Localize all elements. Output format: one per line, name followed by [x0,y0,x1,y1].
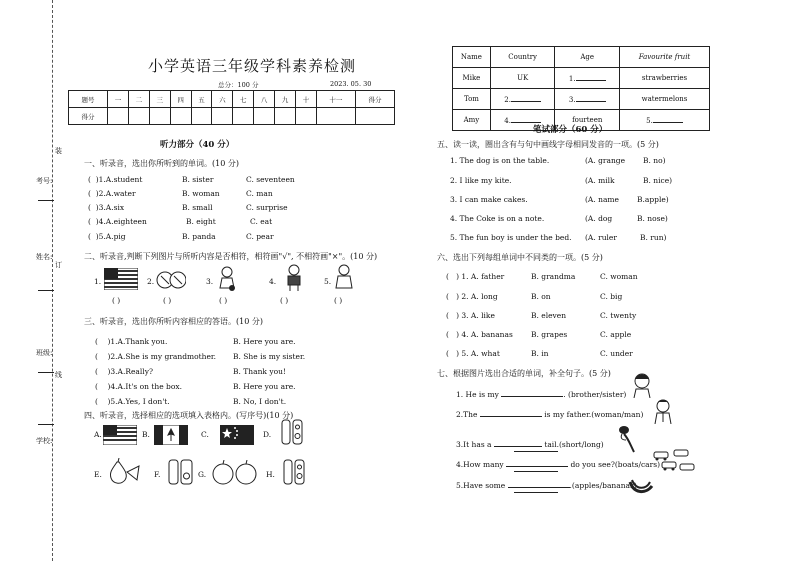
canada-flag-icon [154,425,188,445]
q3-option-b: B. Here you are. [233,337,296,346]
q1-option-a: )5.A.pig [95,232,126,241]
score-input[interactable] [296,108,317,125]
q5-option-a[interactable]: (A. dog [585,214,613,223]
q6-option-a: ( ) 1. A. father [446,272,505,281]
class-field[interactable] [38,372,54,373]
q5-heading: 五、读一读，圈出含有与句中画线字母相同发音的一项。(5 分) [437,140,659,149]
info-cell: UK [490,68,555,89]
info-cell: fourteen [555,110,620,131]
usa-flag-icon [103,425,137,445]
q7-item: 2.The is my father.(woman/man) [456,410,644,419]
animal-long-tail-icon [616,424,638,454]
answer-paren[interactable]: ( [88,175,91,184]
info-header-cell: Age [555,47,620,68]
q3-option-a: ( )3.A.Really? [95,367,153,376]
q1-option-a: )3.A.six [95,203,125,212]
q7-answer-blank[interactable] [480,409,542,417]
binding-mark-xian: 线 [55,371,62,379]
q3-option-b: B. Thank you! [233,367,286,376]
apples-icon [212,460,258,486]
q4-letter: G. [198,470,207,479]
q7-answer-blank[interactable] [501,389,563,397]
info-blank-cell[interactable]: 5. [620,110,710,131]
answer-paren[interactable]: ( [88,203,91,212]
score-cell: 得分 [355,91,394,108]
q6-option-b: B. grandma [531,272,576,281]
q6-option-b: B. on [531,292,551,301]
total-score: 总分：100 分 [218,81,259,89]
answer-paren[interactable]: ( ) [334,296,343,305]
score-cell: 题号 [69,91,108,108]
answer-paren[interactable]: ( [88,232,91,241]
q1-item [88,189,136,198]
q1-option-a: )4.A.eighteen [95,217,147,226]
q6-option-a: ( ) 2. A. long [446,292,498,301]
score-input[interactable] [254,108,275,125]
q2-num: 1. [94,277,102,286]
q3-option-a: ( )2.A.She is my grandmother. [95,352,217,361]
q1-option-b: B. eight [186,217,216,226]
q1-option-c: C. surprise [246,203,288,212]
score-cell: 十 [296,91,317,108]
watermelon-icon [156,270,186,290]
china-flag-icon [220,425,254,445]
q3-heading: 三、听录音，选出你所听内容相应的答语。(10 分) [84,317,263,326]
q6-option-b: B. in [531,349,549,358]
boy-portrait-icon [630,372,654,398]
q1-option-b: B. woman [182,189,220,198]
q3-option-a: ( )5.A.Yes, I don't. [95,397,170,406]
info-table-header [453,47,710,68]
table-row [453,68,710,89]
score-cell: 八 [254,91,275,108]
q4-heading: 四、听录音，选择相应的选项填入表格内。(写序号)(10 分) [84,411,294,420]
q6-option-c: C. woman [600,272,638,281]
q2-num: 2. [147,277,155,286]
score-input[interactable] [212,108,233,125]
q6-option-c: C. under [600,349,633,358]
score-input[interactable] [170,108,191,125]
pear-icon [107,458,141,486]
score-cell: 得分 [69,108,108,125]
q7-item: 4.How many do you see?(boats/cars) [456,460,661,469]
score-table-score-row [69,108,395,125]
q4-letter: H. [266,470,275,479]
man-portrait-icon [652,398,674,424]
q1-option-b: B. small [182,203,213,212]
answer-paren[interactable]: ( [88,189,91,198]
q2-heading: 二、听录音,判断下列图片与所听内容是否相符，相符画"√", 不相符画"×"。(10 分) [84,252,378,261]
q5-sentence: 4. The Coke is on a note. [450,214,545,223]
score-input[interactable] [275,108,296,125]
q2-num: 3. [206,277,214,286]
q6-option-a: ( ) 5. A. what [446,349,500,358]
score-input[interactable] [149,108,170,125]
q7-heading: 七、根据图片选出合适的单词，补全句子。(5 分) [437,369,611,378]
name-label: 姓名: [36,253,53,261]
answer-paren[interactable]: ( ) [163,296,172,305]
answer-paren[interactable]: ( ) [219,296,228,305]
q6-option-c: C. apple [600,330,632,339]
q1-option-c: C. seventeen [246,175,295,184]
answer-paren[interactable]: ( [88,217,91,226]
score-cell: 二 [128,91,149,108]
exam-date: 2023. 05. 30 [330,80,372,88]
q5-sentence: 1. The dog is on the table. [450,156,550,165]
q5-option-b[interactable]: B.apple) [637,195,669,204]
info-cell: Tom [453,89,491,110]
id-label: 考号: [36,177,53,185]
info-blank-cell[interactable]: 4. [490,110,555,131]
q3-option-b: B. Here you are. [233,382,296,391]
page-title: 小学英语三年级学科素养检测 [148,57,357,75]
q7-extra-line [514,492,558,493]
table-row [453,89,710,110]
q7-extra-line [514,471,558,472]
q7-answer-blank[interactable] [494,439,542,447]
q4-letter: B. [142,430,150,439]
q3-option-b: B. No, I don't. [233,397,287,406]
q7-answer-blank[interactable] [506,459,568,467]
class-label: 班级: [36,349,53,357]
q3-option-a: ( )1.A.Thank you. [95,337,168,346]
q1-item [88,203,124,212]
info-blank-cell[interactable]: 2. [490,89,555,110]
q1-option-b: B. panda [182,232,216,241]
score-cell: 一 [108,91,129,108]
usa-flag-icon [104,268,138,290]
school-field[interactable] [38,424,54,425]
binding-mark-ding: 订 [55,261,62,269]
score-table [68,90,395,125]
score-cell: 七 [233,91,254,108]
score-input[interactable] [191,108,212,125]
info-cell: strawberries [620,68,710,89]
q5-sentence: 3. I can make cakes. [450,195,528,204]
woman-icon [333,264,355,292]
q7-extra-line [514,451,558,452]
q1-option-c: C. pear [246,232,274,241]
info-cell: Amy [453,110,491,131]
q1-heading: 一、听录音，选出你所听到的单词。(10 分) [84,159,239,168]
q6-option-a: ( ) 3. A. like [446,311,495,320]
number-eighteen-icon [281,418,303,446]
writing-title: 笔试部分（60 分） [533,125,608,135]
info-blank-cell[interactable]: 1. [555,68,620,89]
q4-letter: E. [94,470,102,479]
school-label: 学校: [36,437,53,445]
q5-option-a[interactable]: (A. ruler [585,233,617,242]
q6-option-b: B. eleven [531,311,567,320]
answer-paren[interactable]: ( ) [280,296,289,305]
listening-title: 听力部分（40 分） [160,140,235,150]
q7-item: 3.It has a tail.(short/long) [456,440,604,449]
q7-item: 1. He is my . (brother/sister) [456,390,627,399]
q5-option-b[interactable]: B. nice) [643,176,673,185]
score-cell: 九 [275,91,296,108]
girl-icon [216,266,238,292]
q5-option-b[interactable]: B. no) [643,156,666,165]
score-cell: 三 [149,91,170,108]
info-table [452,46,710,131]
score-input[interactable] [316,108,355,125]
name-field[interactable] [38,290,54,291]
boy-icon [284,264,304,292]
binding-mark-zhuang: 装 [55,147,62,155]
q1-item [88,232,126,241]
score-cell: 六 [212,91,233,108]
q1-option-c: C. eat [250,217,273,226]
q6-option-c: C. twenty [600,311,637,320]
q5-option-b[interactable]: B. run) [640,233,667,242]
q5-sentence: 5. The fun boy is under the bed. [450,233,572,242]
q6-option-a: ( ) 4. A. bananas [446,330,513,339]
info-header-cell: Country [490,47,555,68]
q4-letter: F. [154,470,161,479]
q3-option-b: B. She is my sister. [233,352,306,361]
info-header-cell: Favourite fruit [620,47,710,68]
q5-option-a[interactable]: (A. milk [585,176,615,185]
q3-option-a: ( )4.A.It's on the box. [95,382,182,391]
info-header-cell: Name [453,47,491,68]
q2-num: 5. [324,277,332,286]
q1-option-c: C. man [246,189,273,198]
q5-option-b[interactable]: B. nose) [637,214,668,223]
q6-heading: 六、选出下列每组单词中不同类的一项。(5 分) [437,253,603,262]
q4-letter: C. [201,430,209,439]
score-cell: 四 [170,91,191,108]
q4-letter: A. [94,430,102,439]
q5-sentence: 2. I like my kite. [450,176,512,185]
q1-option-a: )2.A.water [95,189,136,198]
number-eighteen-icon [283,458,305,486]
info-blank-cell[interactable]: 3. [555,89,620,110]
info-cell: watermelons [620,89,710,110]
q7-answer-blank[interactable] [508,480,570,488]
q5-option-a[interactable]: (A. grange [585,156,626,165]
number-sixteen-icon [168,458,194,486]
bananas-icon [628,478,654,496]
score-input[interactable] [355,108,394,125]
q6-option-b: B. grapes [531,330,568,339]
info-cell: Mike [453,68,491,89]
q1-option-b: B. sister [182,175,214,184]
score-input[interactable] [108,108,129,125]
q1-item [88,175,142,184]
q2-num: 4. [269,277,277,286]
answer-paren[interactable]: ( ) [112,296,121,305]
binding-dashed-line [52,0,53,561]
q1-option-a: )1.A.student [95,175,143,184]
q5-option-a[interactable]: (A. name [585,195,619,204]
score-cell: 十一 [316,91,355,108]
q4-letter: D. [263,430,272,439]
score-cell: 五 [191,91,212,108]
cars-icon [652,448,696,474]
q1-item [88,217,147,226]
q7-item: 5.Have some .(apples/bananas) [456,481,637,490]
score-table-header-row [69,91,395,108]
score-input[interactable] [233,108,254,125]
id-field[interactable] [38,200,54,201]
q6-option-c: C. big [600,292,623,301]
score-input[interactable] [128,108,149,125]
